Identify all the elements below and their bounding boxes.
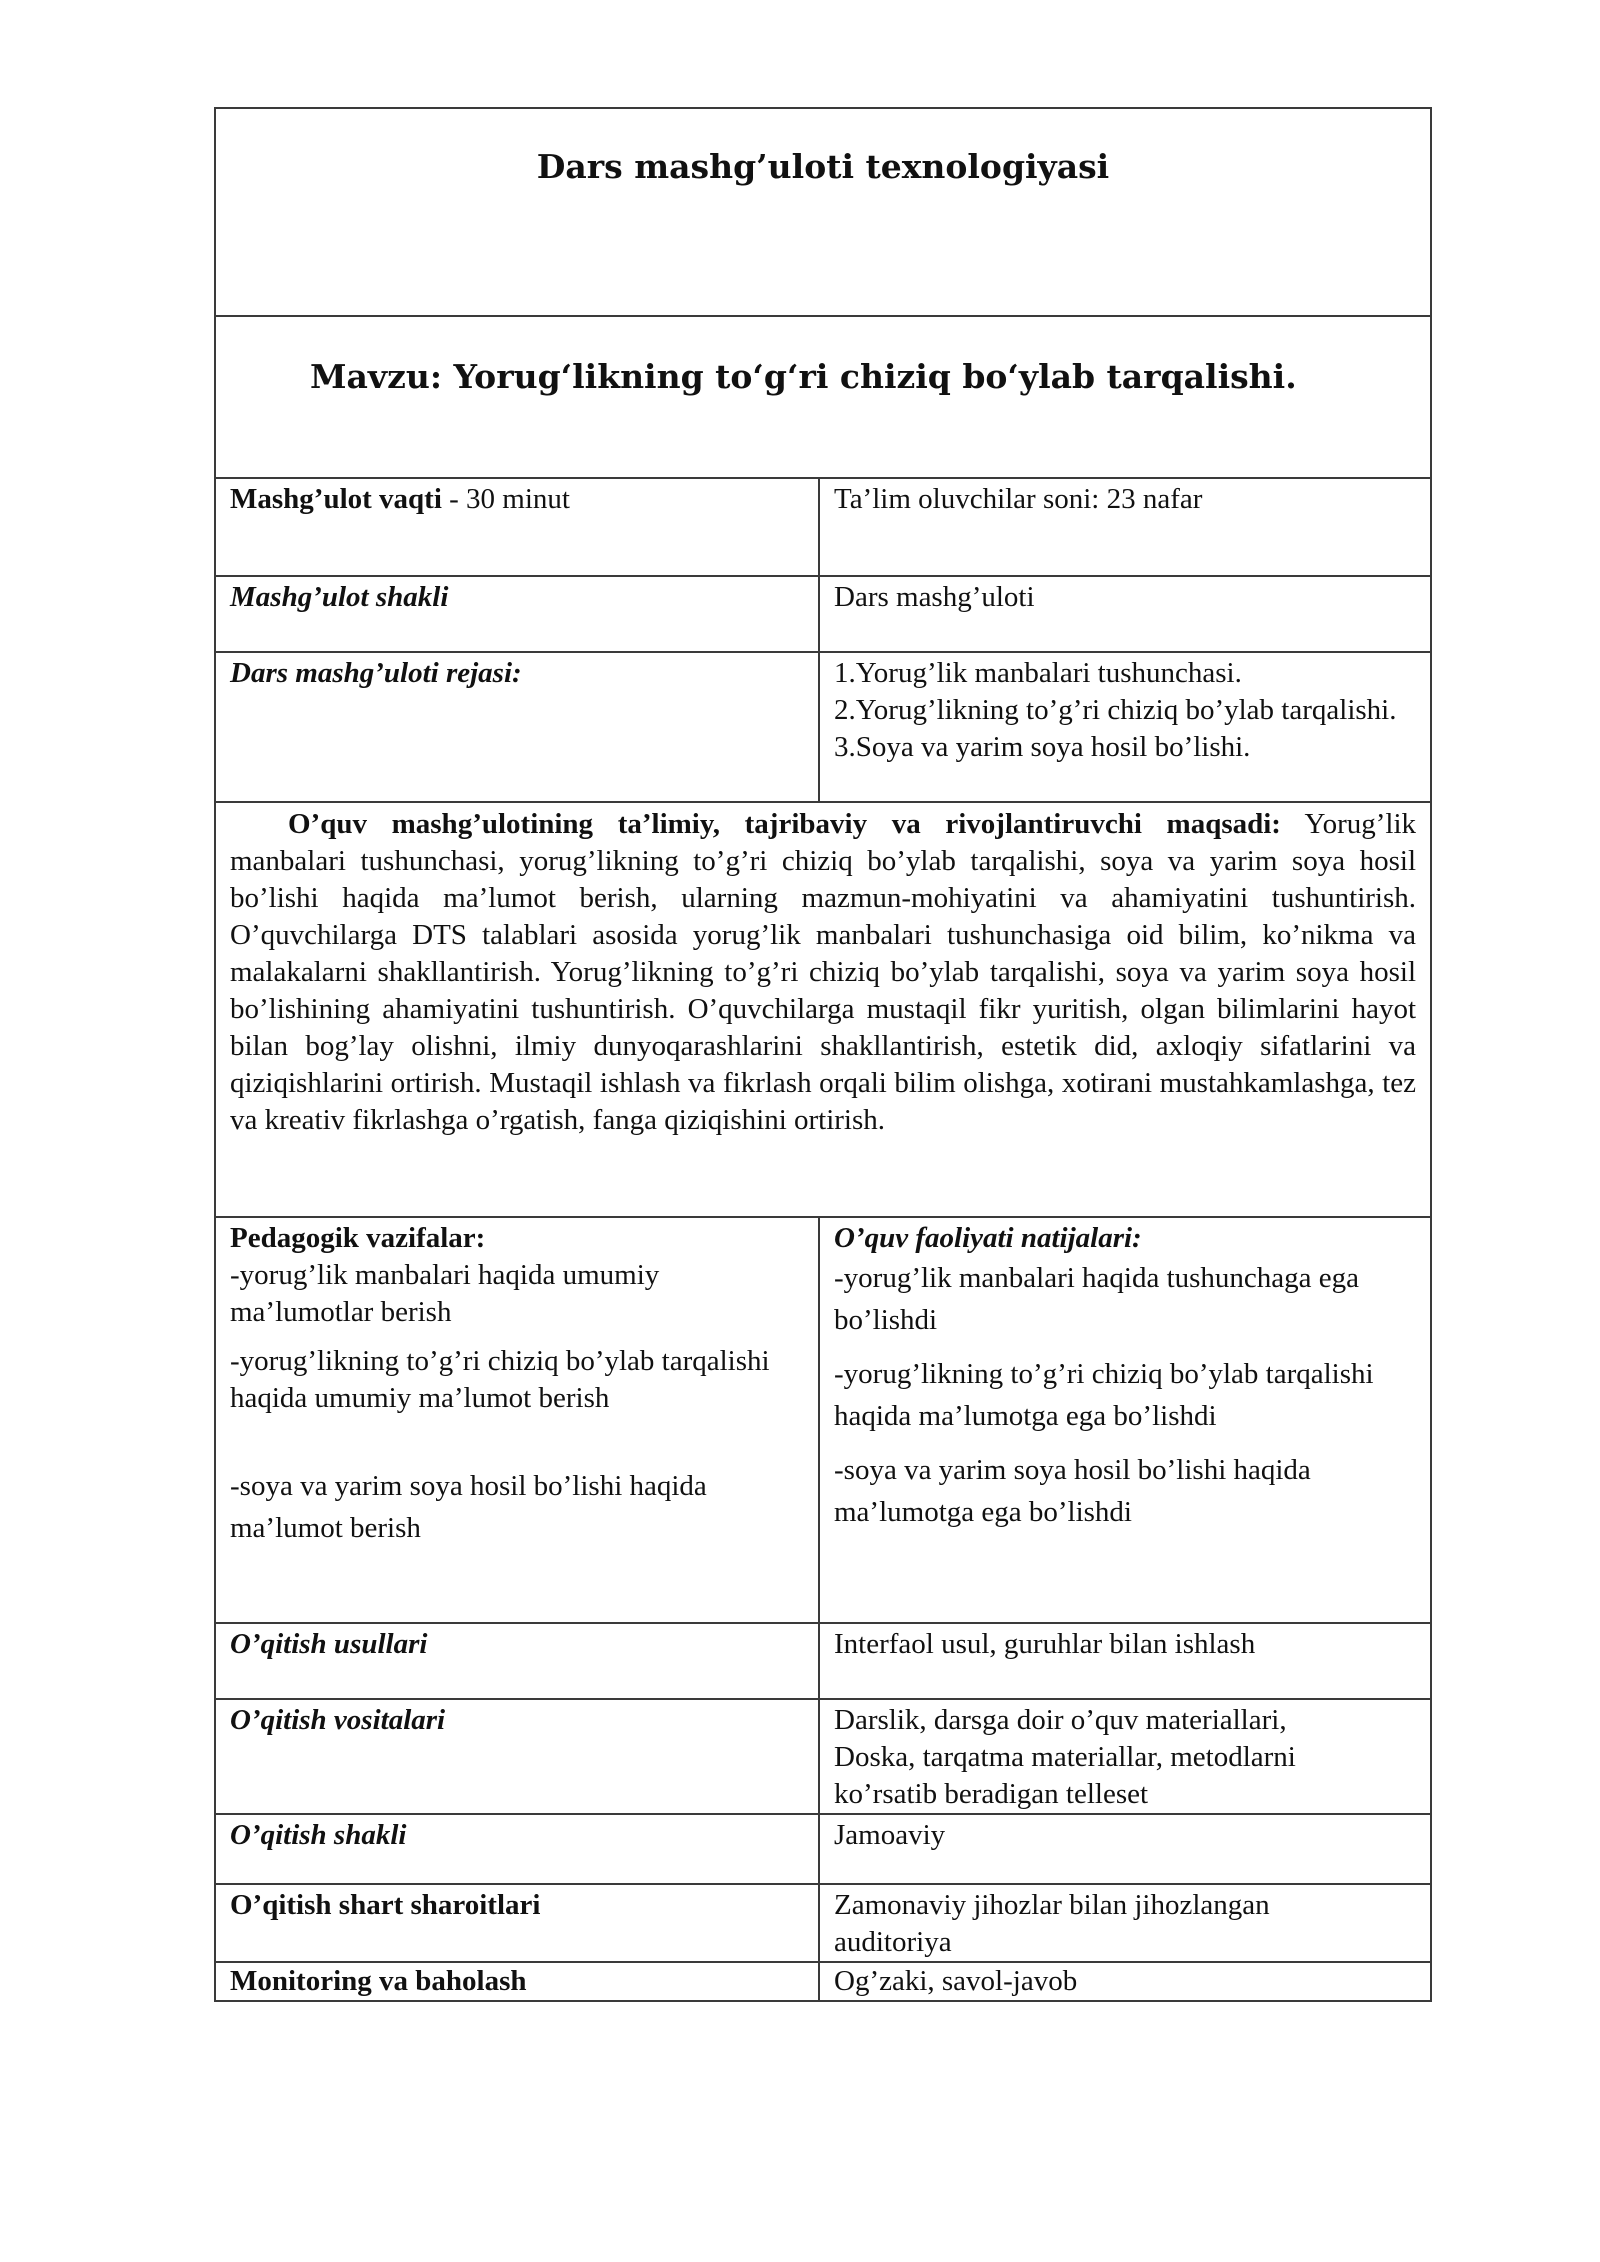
tools-label: O’qitish vositalari: [215, 1699, 819, 1814]
monitoring-value: Og’zaki, savol-javob: [819, 1962, 1431, 2001]
form-label: Mashg’ulot shakli: [215, 576, 819, 652]
spacer: [230, 1417, 804, 1465]
plan-list: [819, 652, 1431, 802]
conditions-row: [215, 1884, 1431, 1962]
monitoring-label: Monitoring va baholash: [215, 1962, 819, 2001]
plan-row: [215, 652, 1431, 802]
document-title: Dars mashg’uloti texnologiyasi: [215, 108, 1431, 316]
form-row: [215, 576, 1431, 652]
task-item: -yorug’likning to’g’ri chiziq bo’ylab tarqalishi haqida umumiy ma’lumot berish: [230, 1345, 770, 1414]
time-value: - 30 minut: [441, 483, 570, 515]
teaching-form-label: O’qitish shakli: [215, 1814, 819, 1884]
lesson-topic: Mavzu: Yorug‘likning to‘g‘ri chiziq bo‘ylab tarqalishi.: [215, 316, 1431, 478]
time-cell: [215, 478, 819, 576]
form-value: Dars mashg’uloti: [819, 576, 1431, 652]
time-label: Mashg’ulot vaqti: [230, 483, 442, 515]
goal-row: [215, 802, 1431, 1217]
methods-value: Interfaol usul, guruhlar bilan ishlash: [819, 1623, 1431, 1699]
spacer: [834, 1437, 1416, 1449]
plan-item: 2.Yorug’likning to’g’ri chiziq bo’ylab tarqalishi.: [834, 694, 1397, 726]
tools-value: Darslik, darsga doir o’quv materiallari, Doska, tarqatma materiallar, metodlarni ko’rsatib beradigan telleset: [819, 1699, 1431, 1814]
task-item: -soya va yarim soya hosil bo’lishi haqida ma’lumot berish: [230, 1470, 707, 1544]
result-item: -yorug’likning to’g’ri chiziq bo’ylab tarqalishi haqida ma’lumotga ega bo’lishdi: [834, 1358, 1374, 1432]
tools-row: [215, 1699, 1431, 1814]
tasks-cell: [215, 1217, 819, 1623]
result-item: -soya va yarim soya hosil bo’lishi haqida ma’lumotga ega bo’lishdi: [834, 1454, 1311, 1528]
result-item: -yorug’lik manbalari haqida tushunchaga ega bo’lishdi: [834, 1262, 1360, 1336]
tasks-results-row: [215, 1217, 1431, 1623]
lesson-technology-table: [214, 107, 1432, 2002]
conditions-value: Zamonaviy jihozlar bilan jihozlangan auditoriya: [819, 1884, 1431, 1962]
plan-item: 3.Soya va yarim soya hosil bo’lishi.: [834, 731, 1251, 763]
teaching-form-row: [215, 1814, 1431, 1884]
spacer: [834, 1341, 1416, 1353]
goal-cell: [215, 802, 1431, 1217]
topic-row: [215, 316, 1431, 478]
title-row: [215, 108, 1431, 316]
students-count: Ta’lim oluvchilar soni: 23 nafar: [819, 478, 1431, 576]
task-item: -yorug’lik manbalari haqida umumiy ma’lumotlar berish: [230, 1259, 660, 1328]
goal-label: O’quv mashg’ulotining ta’limiy, tajribaviy va rivojlantiruvchi maqsadi:: [288, 808, 1281, 840]
conditions-label: O’qitish shart sharoitlari: [215, 1884, 819, 1962]
tasks-label: Pedagogik vazifalar:: [230, 1222, 486, 1254]
plan-item: 1.Yorug’lik manbalari tushunchasi.: [834, 657, 1242, 689]
time-row: [215, 478, 1431, 576]
monitoring-row: [215, 1962, 1431, 2001]
methods-row: [215, 1623, 1431, 1699]
plan-label: Dars mashg’uloti rejasi:: [215, 652, 819, 802]
methods-label: O’qitish usullari: [215, 1623, 819, 1699]
results-label: O’quv faoliyati natijalari:: [834, 1222, 1142, 1254]
spacer: [230, 1331, 804, 1343]
goal-text: Yorug’lik manbalari tushunchasi, yorug’likning to’g’ri chiziq bo’ylab tarqalishi, soya va yarim soya hosil bo’lishi haqida ma’lumot berish, ularning mazmun-mohiyatini va ahamiyatini tushuntirish. O’quvchilarga DTS talablari asosida yorug’lik manbalari tushunchasiga oid bilim, ko’nikma va malakalarni shakllantirish. Yorug’likning to’g’ri chiziq bo’ylab tarqalishi, soya va yarim soya hosil bo’lishining ahamiyatini tushuntirish. O’quvchilarga mustaqil fikr yuritish, olgan bilimlarini hayot bilan bog’lay olishni, ilmiy dunyoqarashlarini shakllantirish, estetik did, axloqiy sifatlarini va qiziqishlarini ortirish. Mustaqil ishlash va fikrlash orqali bilim olishga, xotirani mustahkamlashga, tez va kreativ fikrlashga o’rgatish, fanga qiziqishini ortirish.: [230, 808, 1417, 1136]
results-cell: [819, 1217, 1431, 1623]
teaching-form-value: Jamoaviy: [819, 1814, 1431, 1884]
